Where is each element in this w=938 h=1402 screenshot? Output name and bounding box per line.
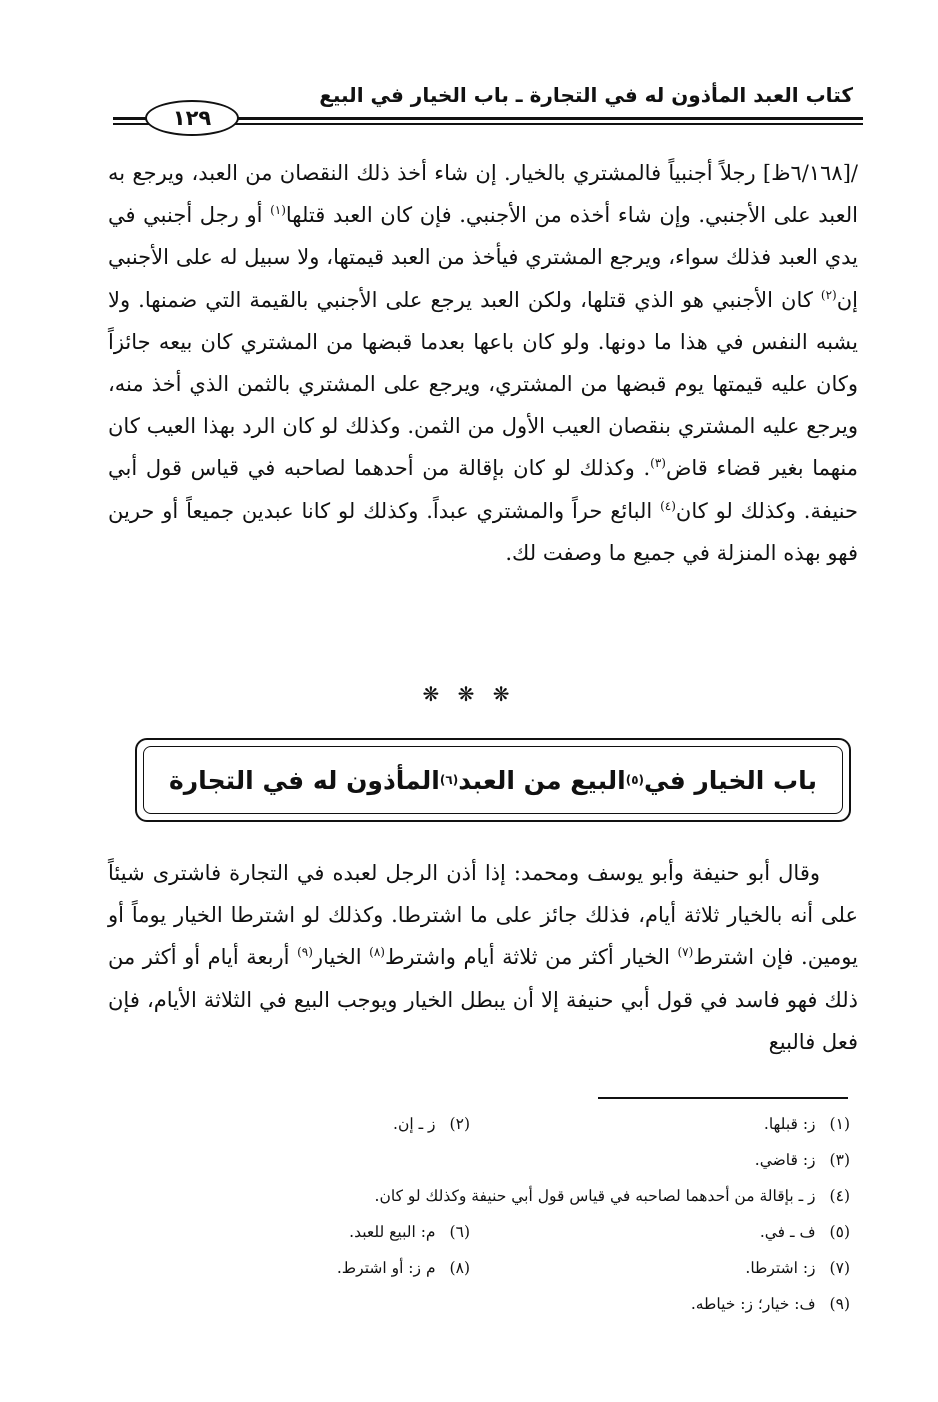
footnote xyxy=(470,1250,850,1286)
body-text-top xyxy=(108,152,858,574)
footnote-row xyxy=(150,1250,850,1286)
footnote-text: ف ـ في. xyxy=(759,1223,816,1241)
footnote xyxy=(375,1178,850,1214)
text-run: وقال أبو حنيفة وأبو يوسف ومحمد: إذا أذن الرجل لعبده في التجارة فاشترى شيئاً على أنه بالخيار ثلاثة أيام، فذلك جائز على ما اشترطا. وكذلك لو اشترطا الخيار يوماً أو يومين. فإن اشترط xyxy=(108,861,858,970)
footnote-row xyxy=(150,1178,850,1214)
text-run: الخيار أكثر من ثلاثة أيام واشترط xyxy=(384,945,678,970)
text-run: الخيار xyxy=(312,945,370,970)
footnote-ref: (٢) xyxy=(820,287,837,302)
footnote-row xyxy=(150,1106,850,1142)
text-run: أو رجل أجنبي في يدي العبد فذلك سواء، ويرجع المشتري فيأخذ من العبد قيمتها، ولا سبيل له على الأجنبي إن xyxy=(108,203,858,312)
footnote-ref: (١) xyxy=(270,203,286,218)
body-text-bottom xyxy=(108,852,858,1063)
footnote-text: ز: قاضي. xyxy=(754,1151,816,1169)
footnote-separator xyxy=(598,1097,848,1099)
paragraph xyxy=(108,152,858,574)
footnote-text: ز ـ إن. xyxy=(393,1115,436,1133)
running-header-title: كتاب العبد المأذون له في التجارة ـ باب الخيار في البيع xyxy=(319,83,853,107)
chapter-title-part: المأذون له في التجارة xyxy=(169,765,440,795)
footnote-ref: (٩) xyxy=(297,945,313,960)
footnote-ref: (٣) xyxy=(650,456,666,471)
chapter-heading-box xyxy=(135,738,851,822)
footnote-number: (١) xyxy=(829,1115,850,1133)
footnote-text: ز ـ بإقالة من أحدهما لصاحبه في قياس قول أبي حنيفة وكذلك لو كان. xyxy=(374,1187,816,1205)
footnote-number: (٥) xyxy=(829,1223,850,1241)
footnote-number: (٢) xyxy=(449,1115,470,1133)
footnote-row xyxy=(150,1286,850,1322)
footnote xyxy=(470,1106,850,1142)
text-run: /[٦/١٦٨ظ] رجلاً أجنبياً فالمشتري بالخيار. إن شاء أخذ ذلك النقصان من العبد، ويرجع به العبد على الأجنبي. وإن شاء أخذه من الأجنبي. فإن كان العبد قتلها xyxy=(108,161,859,228)
page-number: ١٢٩ xyxy=(145,100,239,136)
footnote-text: ز: اشترطا. xyxy=(745,1259,816,1277)
footnote xyxy=(337,1250,470,1286)
footnote xyxy=(470,1214,850,1250)
footnote-number: (٩) xyxy=(829,1295,850,1313)
footnote-row xyxy=(150,1214,850,1250)
paragraph xyxy=(108,852,858,1063)
footnote-text: م ز: أو اشترط. xyxy=(336,1259,436,1277)
footnote xyxy=(691,1286,850,1322)
footnote xyxy=(393,1106,470,1142)
text-run: أربعة أيام أو أكثر من ذلك فهو فاسد في قول أبي حنيفة إلا أن يبطل الخيار ويوجب البيع في الثلاثة الأيام، فإن فعل فالبيع xyxy=(108,945,858,1054)
footnote-ref: (٨) xyxy=(369,945,385,960)
footnote-number: (٣) xyxy=(829,1151,850,1169)
chapter-title-part: البيع من العبد xyxy=(458,765,626,795)
footnote-row xyxy=(150,1142,850,1178)
section-ornament: ❋ ❋ ❋ xyxy=(422,682,516,706)
footnote-text: م: البيع للعبد. xyxy=(349,1223,436,1241)
footnote-ref: (٤) xyxy=(660,498,676,513)
footnote-number: (٨) xyxy=(449,1259,470,1277)
footnote-number: (٤) xyxy=(829,1187,850,1205)
footnote-text: ف: خيار؛ ز: خياطه. xyxy=(690,1295,816,1313)
chapter-title-part: باب الخيار في xyxy=(644,765,817,795)
footnote-number: (٧) xyxy=(829,1259,850,1277)
text-run: كان الأجنبي هو الذي قتلها، ولكن العبد يرجع على الأجنبي بالقيمة التي ضمنها. ولا يشبه النفس في هذا ما دونها. ولو كان باعها بعدما قبضها من المشتري كان بيعه جائزاً وكان عليه قيمتها يوم قبضها من المشتري، ويرجع على المشتري بالثمن الذي أخذ منه، ويرجع عليه المشتري بنقصان العيب الأول من الثمن. وكذلك لو كان الرد بهذا العيب كان منهما بغير قضاء قاض xyxy=(108,287,859,481)
footnote-text: ز: قبلها. xyxy=(763,1115,816,1133)
footnote xyxy=(755,1142,850,1178)
chapter-title: باب الخيار في (٥) البيع من العبد (٦) المأذون له في التجارة xyxy=(169,765,817,795)
footnote-ref: (٧) xyxy=(677,945,694,960)
footnotes xyxy=(150,1106,850,1322)
text-run: البائع حراً والمشتري عبداً. وكذلك لو كانا عبدين جميعاً أو حرين فهو بهذه المنزلة في جميع ما وصفت لك. xyxy=(108,498,858,565)
footnote xyxy=(349,1214,470,1250)
footnote-number: (٦) xyxy=(449,1223,470,1241)
text-run: . وكذلك لو كان بإقالة من أحدهما لصاحبه في قياس قول أبي حنيفة. وكذلك لو كان xyxy=(108,456,858,523)
